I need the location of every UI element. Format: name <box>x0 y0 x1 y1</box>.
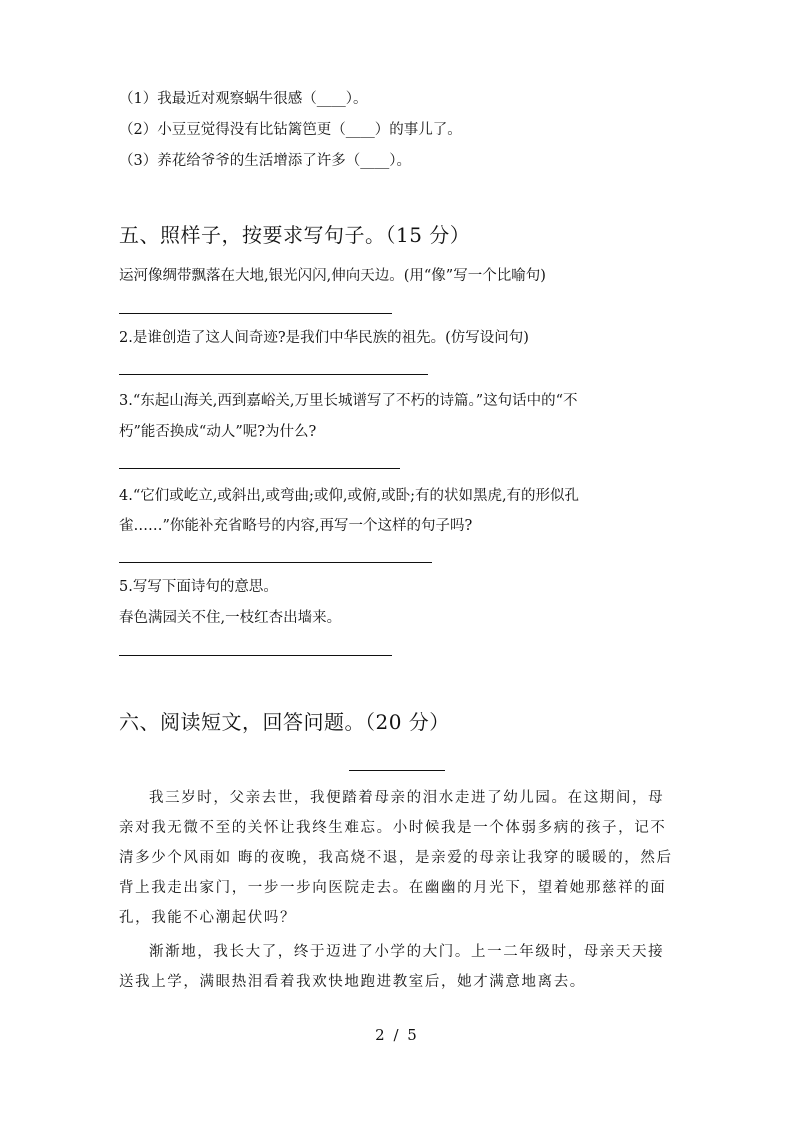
section-5-heading: 五、照样子，按要求写句子。（15 分） <box>119 223 471 247</box>
passage-line: 清多少个风雨如 晦的夜晚，我高烧不退，是亲爱的母亲让我穿的暖暖的，然后 <box>119 850 673 866</box>
question-4-line-2: 雀……”你能补充省略号的内容,再写一个这样的句子吗? <box>119 518 473 534</box>
passage-title-blank[interactable] <box>349 770 445 771</box>
answer-line-3[interactable] <box>119 468 400 469</box>
answer-line-2[interactable] <box>119 374 428 375</box>
question-5-line-1: 5.写写下面诗句的意思。 <box>119 579 278 595</box>
question-1: 运河像绸带飘落在大地,银光闪闪,伸向天边。(用“像”写一个比喻句) <box>119 268 546 284</box>
answer-line-5[interactable] <box>119 655 392 656</box>
fill-blank-item-3: （3）养花给爷爷的生活增添了许多（____）。 <box>119 153 411 169</box>
question-2: 2.是谁创造了这人间奇迹?是我们中华民族的祖先。(仿写设问句) <box>119 330 529 346</box>
passage-line: 孔，我能不心潮起伏吗？ <box>119 910 297 926</box>
passage-line: 送我上学，满眼热泪看着我欢快地跑进教室后，她才满意地离去。 <box>119 974 586 990</box>
question-3-line-1: 3.“东起山海关,西到嘉峪关,万里长城谱写了不朽的诗篇。”这句话中的“不 <box>119 393 578 409</box>
fill-blank-item-2: （2）小豆豆觉得没有比钻篱笆更（____）的事儿了。 <box>119 122 462 138</box>
fill-blank-item-1: （1）我最近对观察蜗牛很感（____）。 <box>119 91 368 107</box>
passage-line: 亲对我无微不至的关怀让我终生难忘。小时候我是一个体弱多病的孩子，记不 <box>119 820 667 836</box>
answer-line-4[interactable] <box>119 562 432 563</box>
answer-line-1[interactable] <box>119 313 392 314</box>
passage-line: 我三岁时，父亲去世，我便踏着母亲的泪水走进了幼儿园。在这期间，母 <box>149 790 665 806</box>
question-5-line-2: 春色满园关不住,一枝红杏出墙来。 <box>119 610 342 626</box>
passage-paragraph-1 <box>119 783 675 933</box>
passage-paragraph-2 <box>119 937 675 997</box>
page-number: 2 / 5 <box>375 1026 419 1044</box>
passage-line: 渐渐地，我长大了，终于迈进了小学的大门。上一二年级时，母亲天天接 <box>149 944 665 960</box>
passage-line: 背上我走出家门，一步一步向医院走去。在幽幽的月光下，望着她那慈祥的面 <box>119 880 667 896</box>
section-6-heading: 六、阅读短文，回答问题。（20 分） <box>119 710 450 734</box>
question-4-line-1: 4.“它们或屹立,或斜出,或弯曲;或仰,或俯,或卧;有的状如黑虎,有的形似孔 <box>119 488 580 504</box>
question-3-line-2: 朽”能否换成“动人”呢?为什么? <box>119 424 317 440</box>
